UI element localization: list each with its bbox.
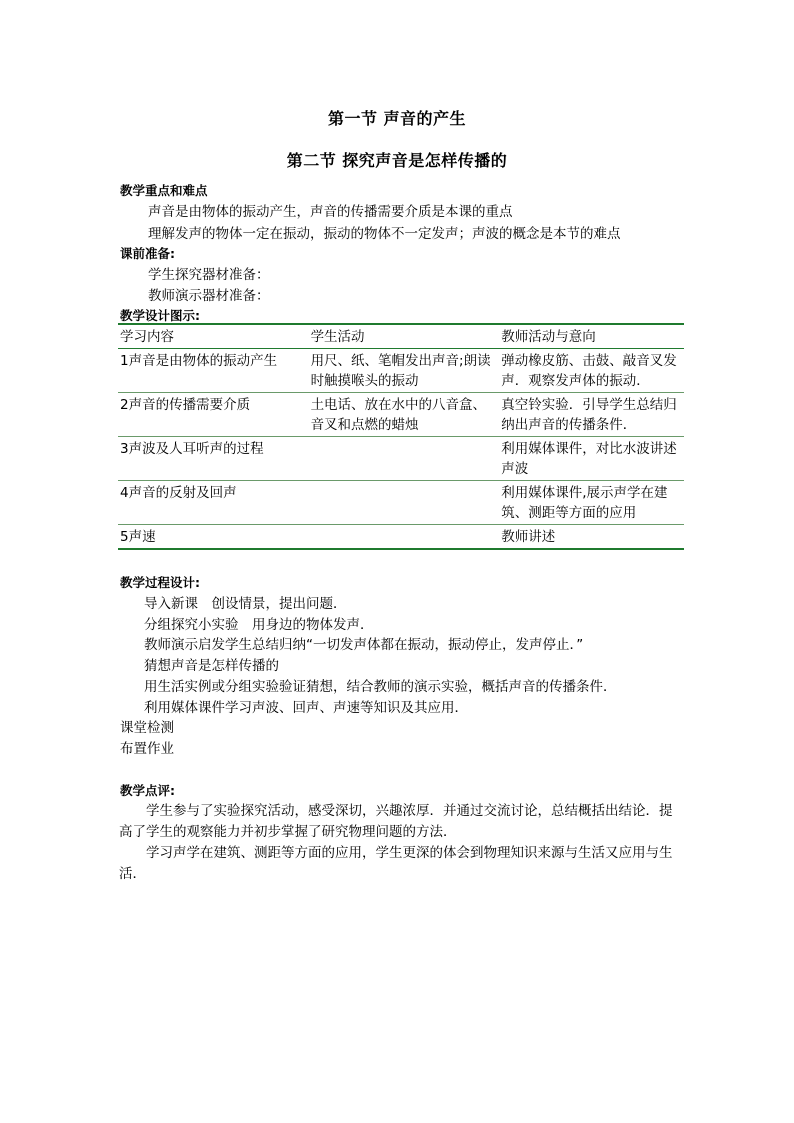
teacher-preparation: 教师演示器材准备：: [148, 288, 270, 304]
process-step: 用生活实例或分组实验验证猜想，结合教师的演示实验，概括声音的传播条件．: [144, 679, 617, 695]
table-cell: [309, 481, 500, 525]
preparation-heading: 课前准备:: [120, 246, 175, 261]
table-cell: [309, 525, 500, 550]
review-paragraph: 学习声学在建筑、测距等方面的应用，学生更深的体会到物理知识来源与生活又应用与生活．: [119, 845, 673, 882]
table-row: [118, 437, 684, 481]
key-point-line: 理解发声的物体一定在振动，振动的物体不一定发声；声波的概念是本节的难点: [148, 226, 621, 242]
design-table: [118, 323, 684, 550]
column-header: 学习内容: [118, 324, 309, 349]
process-heading: 教学过程设计:: [120, 575, 200, 590]
table-cell: 真空铃实验．引导学生总结归纳出声音的传播条件．: [499, 393, 684, 437]
table-cell: 3声波及人耳听声的过程: [118, 437, 309, 481]
section2-title: 第二节 探究声音是怎样传播的: [286, 151, 508, 170]
key-points-heading: 教学重点和难点: [120, 183, 208, 198]
column-header: 学生活动: [309, 324, 500, 349]
process-step: 分组探究小实验 用身边的物体发声．: [144, 617, 374, 633]
table-cell: 4声音的反射及回声: [118, 481, 309, 525]
process-step: 猜想声音是怎样传播的: [144, 658, 279, 674]
table-row: [118, 393, 684, 437]
table-cell: 利用媒体课件,展示声学在建筑、测距等方面的应用: [499, 481, 684, 525]
table-cell: 教师讲述: [499, 525, 684, 550]
table-row: [118, 349, 684, 393]
table-row: [118, 525, 684, 550]
table-cell: 用尺、纸、笔帽发出声音;朗读时触摸喉头的振动: [309, 349, 500, 393]
review-paragraph: 学生参与了实验探究活动，感受深切，兴趣浓厚．并通过交流讨论，总结概括出结论．提高了学生的观察能力并初步掌握了研究物理问题的方法．: [119, 803, 673, 840]
table-cell: 利用媒体课件，对比水波讲述声波: [499, 437, 684, 481]
student-preparation: 学生探究器材准备：: [148, 267, 270, 283]
table-cell: 2声音的传播需要介质: [118, 393, 309, 437]
key-point-line: 声音是由物体的振动产生，声音的传播需要介质是本课的重点: [148, 204, 513, 220]
table-row: [118, 481, 684, 525]
table-header-row: [118, 324, 684, 349]
column-header: 教师活动与意向: [499, 324, 684, 349]
homework: 布置作业: [120, 741, 174, 757]
table-cell: 土电话、放在水中的八音盒、音叉和点燃的蜡烛: [309, 393, 500, 437]
table-cell: 弹动橡皮筋、击鼓、敲音叉发声．观察发声体的振动．: [499, 349, 684, 393]
design-heading: 教学设计图示:: [120, 308, 200, 323]
process-step: 利用媒体课件学习声波、回声、声速等知识及其应用．: [144, 700, 468, 716]
table-cell: 5声速: [118, 525, 309, 550]
process-step: 导入新课 创设情景，提出问题．: [144, 596, 347, 612]
review-heading: 教学点评:: [120, 783, 175, 798]
process-step: 教师演示启发学生总结归纳“一切发声体都在振动，振动停止，发声停止．”: [144, 637, 584, 653]
table-cell: 1声音是由物体的振动产生: [118, 349, 309, 393]
section1-title: 第一节 声音的产生: [327, 109, 467, 128]
table-cell: [309, 437, 500, 481]
classroom-check: 课堂检测: [120, 720, 174, 736]
